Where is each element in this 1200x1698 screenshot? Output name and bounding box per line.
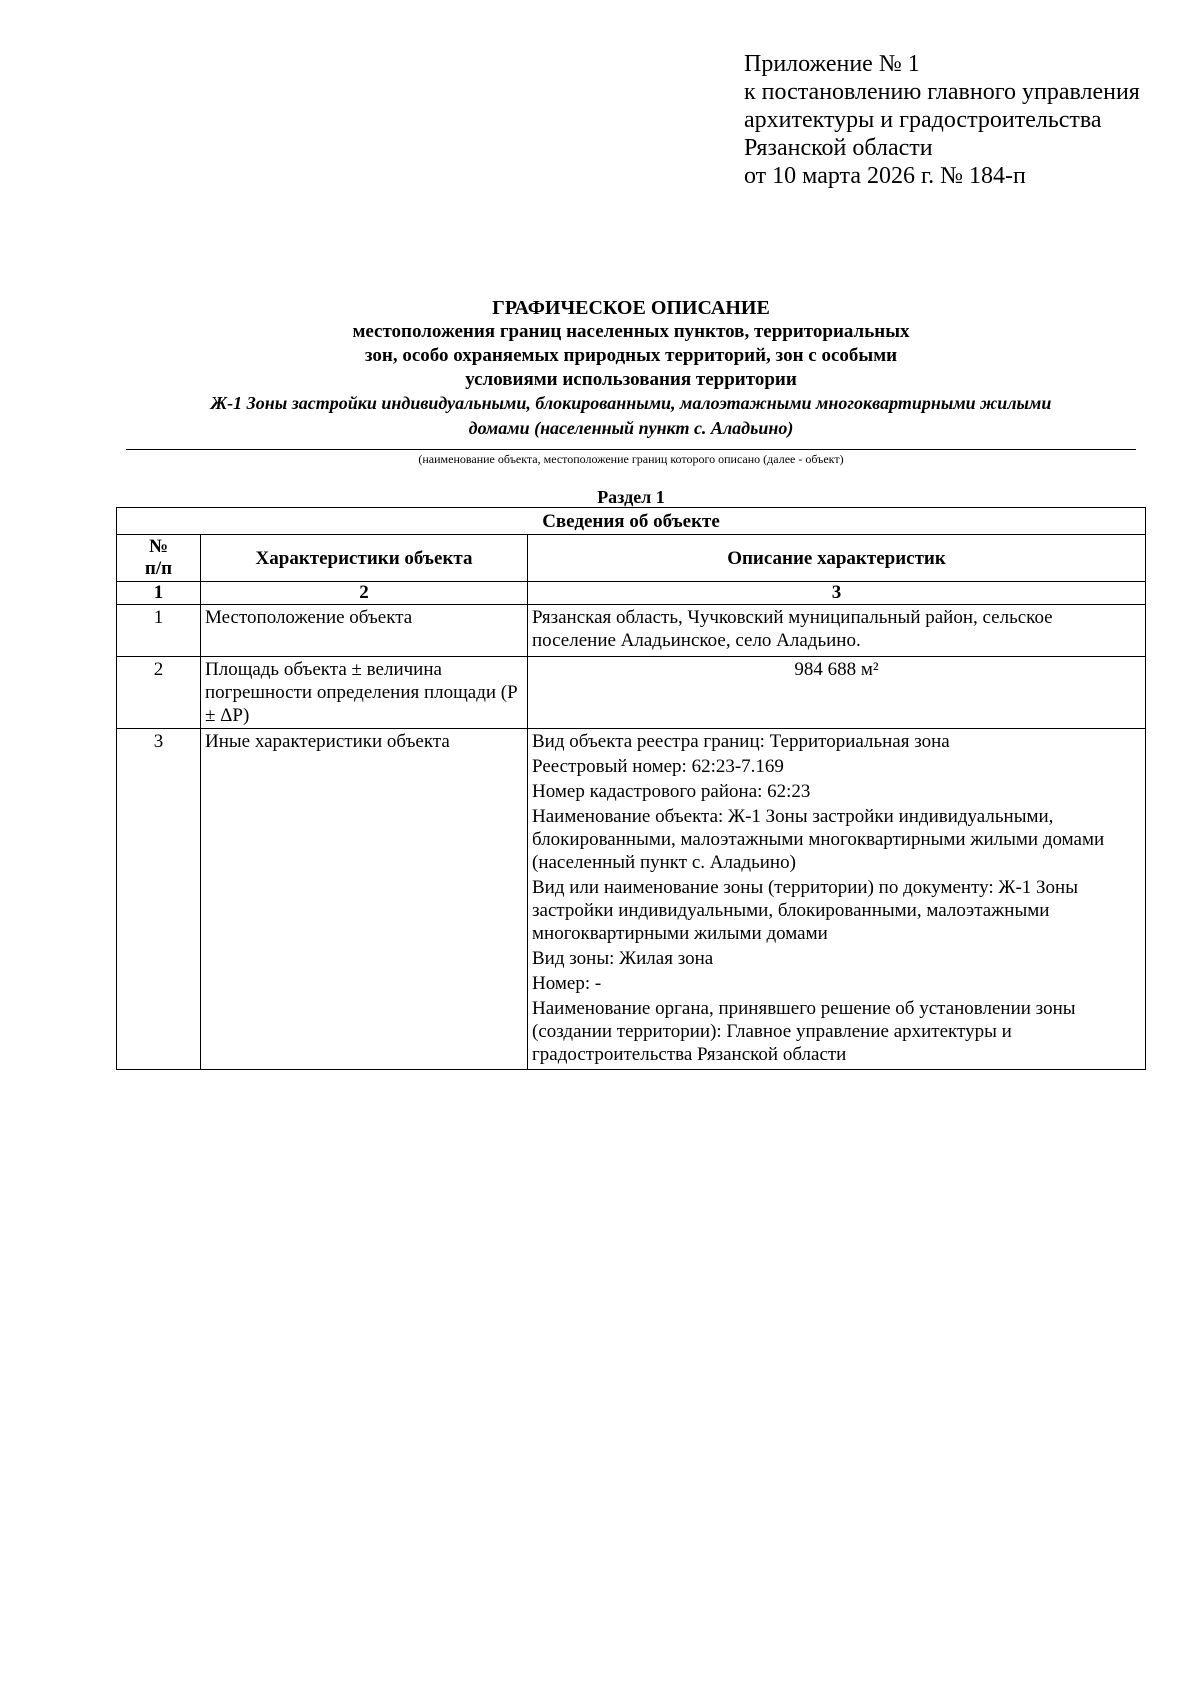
description-line: Вид объекта реестра границ: Территориальная зона xyxy=(532,731,950,752)
appendix-line: Рязанской области xyxy=(744,135,933,161)
row-description xyxy=(528,729,1146,1070)
appendix-line: от 10 марта 2026 г. № 184-п xyxy=(744,163,1026,189)
row-characteristic: Местоположение объекта xyxy=(201,605,528,657)
description-line: Наименование органа, принявшего решение об установлении зоны (создании территории): Главное управление архитектуры и градостроительства Рязанской области xyxy=(532,998,1076,1065)
document-subtitle-line: условиями использования территории xyxy=(465,369,797,390)
description-line: Вид зоны: Жилая зона xyxy=(532,948,714,969)
description-line: Реестровый номер: 62:23-7.169 xyxy=(532,756,784,777)
section-label: Раздел 1 xyxy=(597,487,665,507)
column-header-description: Описание характеристик xyxy=(528,535,1146,582)
table-title: Сведения об объекте xyxy=(117,508,1146,535)
row-characteristic: Иные характеристики объекта xyxy=(201,729,528,1070)
object-name-line: Ж-1 Зоны застройки индивидуальными, блокированными, малоэтажными многоквартирными жилыми xyxy=(210,393,1052,413)
appendix-line: архитектуры и градостроительства xyxy=(744,107,1102,133)
object-name-caption: (наименование объекта, местоположение границ которого описано (далее - объект) xyxy=(418,452,844,466)
object-name-line: домами (населенный пункт с. Аладьино) xyxy=(468,418,794,438)
table-row xyxy=(117,729,1146,1070)
document-subtitle-line: местоположения границ населенных пунктов, территориальных xyxy=(352,321,910,342)
column-header-number-text: № п/п xyxy=(144,536,173,579)
document-heading xyxy=(126,296,1136,442)
column-number: 2 xyxy=(201,582,528,605)
description-line: Вид или наименование зоны (территории) по документу: Ж-1 Зоны застройки индивидуальными, блокированными, малоэтажными многоквартирными жилыми домами xyxy=(532,877,1078,944)
column-header-number xyxy=(117,535,201,582)
row-number: 2 xyxy=(117,657,201,729)
object-info-table xyxy=(116,507,1146,1070)
row-description: Рязанская область, Чучковский муниципальный район, сельское поселение Аладьинское, село Аладьино. xyxy=(528,605,1146,657)
column-number: 3 xyxy=(528,582,1146,605)
document-subtitle-line: зон, особо охраняемых природных территорий, зон с особыми xyxy=(364,345,898,366)
row-characteristic: Площадь объекта ± величина погрешности определения площади (Р ± ΔР) xyxy=(201,657,528,729)
row-number: 1 xyxy=(117,605,201,657)
appendix-line: Приложение № 1 xyxy=(744,51,920,77)
table-row xyxy=(117,657,1146,729)
column-number: 1 xyxy=(117,582,201,605)
table-row xyxy=(117,605,1146,657)
appendix-line: к постановлению главного управления xyxy=(744,79,1140,105)
object-name-underline xyxy=(126,449,1136,450)
appendix-block xyxy=(744,50,1140,190)
row-number: 3 xyxy=(117,729,201,1070)
description-line: Наименование объекта: Ж-1 Зоны застройки индивидуальными, блокированными, малоэтажными многоквартирными жилыми домами (населенный пункт с. Аладьино) xyxy=(532,806,1105,873)
description-line: Номер кадастрового района: 62:23 xyxy=(532,781,811,802)
description-line: Номер: - xyxy=(532,973,602,994)
row-description: 984 688 м² xyxy=(528,657,1146,729)
column-header-characteristic: Характеристики объекта xyxy=(201,535,528,582)
document-title: ГРАФИЧЕСКОЕ ОПИСАНИЕ xyxy=(492,297,770,319)
